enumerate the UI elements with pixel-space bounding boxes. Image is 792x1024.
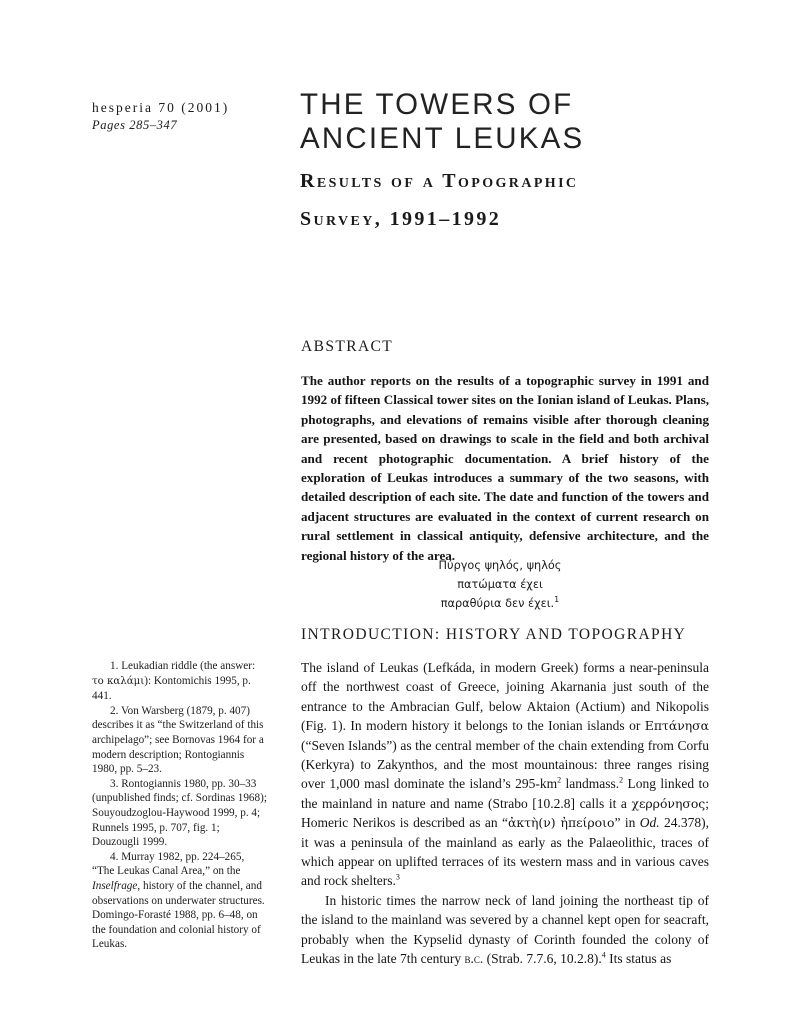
bc-abbrev: b.c. bbox=[464, 951, 484, 967]
journal-citation: hesperia 70 (2001) bbox=[92, 100, 230, 115]
epigraph-line-3: παραθύρια δεν έχει. bbox=[440, 597, 555, 610]
epigraph bbox=[400, 556, 600, 613]
footnote-ref-4[interactable]: 4 bbox=[601, 950, 606, 960]
footnote-1-greek: το καλάμι bbox=[92, 675, 145, 687]
abstract-text: The author reports on the results of a topographic survey in 1991 and 1992 of fifteen Classical tower sites on the Ionian island of Leukas. Plans, photographs, and elevations of remains visible after thorough cleaning are presented, based on drawings to scale in the field and both archival and recent photographic documentation. A brief history of the exploration of Leukas introduces a summary of the two seasons, with detailed description of each site. The date and function of the towers and adjacent structures are evaluated in the context of current research on rural settlement in classical antiquity, defensive architecture, and the regional history of the area. bbox=[301, 373, 709, 563]
footnote-1: 1. Leukadian riddle (the answer: το καλάμι): Kontomichis 1995, p. 441. bbox=[92, 660, 256, 703]
abstract-heading: ABSTRACT bbox=[301, 338, 394, 355]
epigraph-line-1: Πύργος ψηλός, ψηλός bbox=[438, 559, 562, 572]
article-title bbox=[300, 88, 740, 156]
body-paragraph-2: In historic times the narrow neck of land joining the northeast tip of the island to the mainland was severed by a channel kept open for seacraft, probably when the Kypselid dynasty of Corinth founded the colony of Leukas in the late 7th century b.c. (Strab. 7.7.6, 10.2.8).$^4$ Its status as bbox=[301, 892, 709, 967]
greek-term-cherronesos: χερρόνησος bbox=[631, 795, 706, 811]
superscript-squared: 2 bbox=[557, 775, 562, 785]
footnote-ref-2[interactable]: 2 bbox=[619, 775, 624, 785]
article-subtitle bbox=[300, 162, 740, 238]
title-line-2: ANCIENT LEUKAS bbox=[300, 122, 585, 155]
introduction-body bbox=[301, 658, 709, 969]
title-line-1: THE TOWERS OF bbox=[300, 88, 574, 121]
footnote-ref-3[interactable]: 3 bbox=[395, 872, 400, 882]
footnote-2: 2. Von Warsberg (1879, p. 407) describes it as “the Switzerland of this archipelago”; see Bornovas 1964 for a modern description; Rontogiannis 1980, pp. 5–23. bbox=[92, 704, 264, 776]
odyssey-abbrev: Od. bbox=[639, 815, 660, 831]
footnote-ref-1[interactable]: 1 bbox=[554, 595, 560, 605]
greek-term-eptanisa: Επτάνησα bbox=[644, 718, 709, 734]
epigraph-line-2: πατώματα έχει bbox=[457, 578, 543, 591]
subtitle-line-2: Survey, 1991–1992 bbox=[300, 208, 502, 230]
footnote-4-italic: Inselfrage bbox=[92, 879, 138, 892]
greek-term-akte: ἀκτὴ(ν) ἠπείροιο bbox=[508, 815, 615, 831]
page-range: Pages 285–347 bbox=[92, 118, 178, 132]
body-paragraph-1: The island of Leukas (Lefkáda, in modern Greek) forms a near-peninsula off the northwest coast of Greece, joining Akarnania just south of the entrance to the Ambracian Gulf, below Aktaion (Actium) and Nikopolis (Fig. 1). In modern history it belongs to the Ionian islands or Επτάνησα (“Seven Islands”) as the central member of the chain extending from Corfu (Kerkyra) to Zakynthos, and the most mountainous: three ranges rising over 1,000 masl dominate the island’s $295-km^2$ landmass.$^2$ Long linked to the mainland in nature and name (Strabo [10.2.8] calls it a χερρόνησος; Homeric Nerikos is described as an “ἀκτὴ(ν) ἠπείροιο” in Od. 24.378), it was a peninsula of the mainland as early as the Palaeolithic, traces of which appear on uplifted terraces of its western mass and in various caves and rock shelters.$^3$ bbox=[301, 660, 710, 889]
footnote-4: 4. Murray 1982, pp. 224–265, “The Leukas Canal Area,” on the Inselfrage, history of the channel, and observations on underwater structures. Domingo-Forasté 1988, pp. 6–48, on the foundation and colonial history of Leukas. bbox=[92, 850, 265, 951]
subtitle-line-1: Results of a Topographic bbox=[300, 170, 579, 192]
footnotes-column bbox=[92, 659, 268, 952]
footnote-3: 3. Rontogiannis 1980, pp. 30–33 (unpublished finds; cf. Sordinas 1968); Souyoudzoglou-Haywood 1999, p. 4; Runnels 1995, p. 707, fig. 1; Douzougli 1999. bbox=[92, 777, 267, 849]
introduction-heading: INTRODUCTION: HISTORY AND TOPOGRAPHY bbox=[301, 626, 687, 643]
